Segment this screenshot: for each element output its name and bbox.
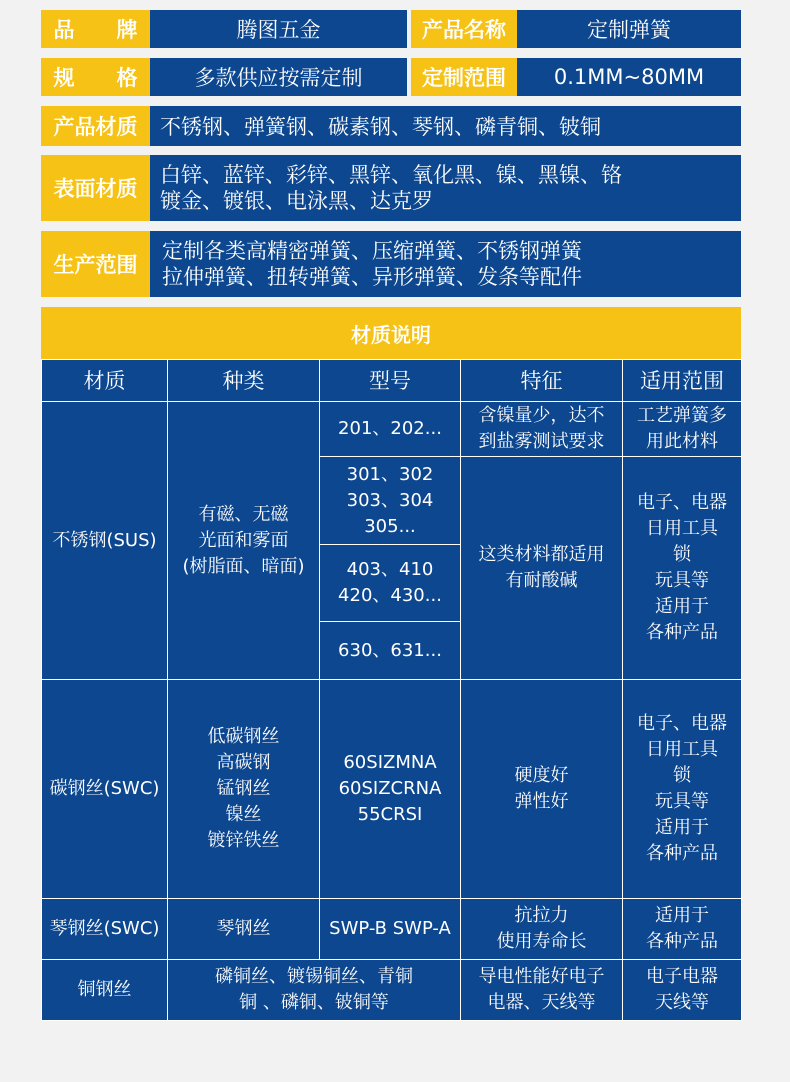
header-material: 材质 [42,360,168,402]
surface-value [150,155,741,221]
brand-label: 品 牌 [41,10,150,48]
production-line: 拉伸弹簧、扭转弹簧、异形弹簧、发条等配件 [162,265,582,289]
production-label: 生产范围 [41,231,150,297]
sus-feature-1: 含镍量少，达不 到盐雾测试要求 [461,402,623,457]
copper-scope: 电子电器 天线等 [623,960,742,1021]
sus-types: 有磁、无磁 光面和雾面 (树脂面、暗面) [168,402,320,680]
table-row [42,899,742,960]
sus-model-2: 301、302 303、304 305... [320,457,461,545]
header-scope: 适用范围 [623,360,742,402]
material-table-title: 材质说明 [41,307,741,359]
header-type: 种类 [168,360,320,402]
production-value [150,231,741,297]
sus-model-3: 403、410 420、430... [320,545,461,622]
table-header-row [42,360,742,402]
sus-scope-2: 电子、电器 日用工具 锁 玩具等 适用于 各种产品 [623,457,742,680]
piano-material: 琴钢丝(SWC) [42,899,168,960]
material-value: 不锈钢、弹簧钢、碳素钢、琴钢、磷青铜、铍铜 [150,106,741,146]
surface-line: 白锌、蓝锌、彩锌、黑锌、氧化黑、镍、黑镍、铬 [160,163,622,187]
swc-types: 低碳钢丝 高碳钢 锰钢丝 镍丝 镀锌铁丝 [168,680,320,899]
material-table [41,359,742,1021]
brand-row [41,10,741,48]
brand-value: 腾图五金 [150,10,407,48]
product-name-label: 产品名称 [411,10,517,48]
piano-scope: 适用于 各种产品 [623,899,742,960]
copper-material: 铜钢丝 [42,960,168,1021]
piano-types: 琴钢丝 [168,899,320,960]
copper-features: 导电性能好电子 电器、天线等 [461,960,623,1021]
piano-features: 抗拉力 使用寿命长 [461,899,623,960]
material-row [41,106,741,146]
header-feature: 特征 [461,360,623,402]
production-line: 定制各类高精密弹簧、压缩弹簧、不锈钢弹簧 [162,239,582,263]
spec-label: 规 格 [41,58,150,96]
surface-row [41,155,741,221]
spec-value: 多款供应按需定制 [150,58,407,96]
production-row [41,231,741,297]
custom-range-label: 定制范围 [411,58,517,96]
sus-feature-2: 这类材料都适用 有耐酸碱 [461,457,623,680]
copper-types: 磷铜丝、镀锡铜丝、青铜 铜 、磷铜、铍铜等 [168,960,461,1021]
swc-features: 硬度好 弹性好 [461,680,623,899]
table-row [42,960,742,1021]
sus-scope-1: 工艺弹簧多 用此材料 [623,402,742,457]
swc-material: 碳钢丝(SWC) [42,680,168,899]
header-model: 型号 [320,360,461,402]
material-label: 产品材质 [41,106,150,146]
piano-models: SWP-B SWP-A [320,899,461,960]
surface-line: 镀金、镀银、电泳黑、达克罗 [160,189,433,213]
product-name-value: 定制弹簧 [517,10,741,48]
sus-model-1: 201、202... [320,402,461,457]
table-row [42,402,742,457]
custom-range-value: 0.1MM~80MM [517,58,741,96]
swc-scope: 电子、电器 日用工具 锁 玩具等 适用于 各种产品 [623,680,742,899]
spec-row [41,58,741,96]
sus-model-4: 630、631... [320,622,461,680]
swc-models: 60SIZMNA 60SIZCRNA 55CRSI [320,680,461,899]
table-row [42,680,742,899]
sus-material: 不锈钢(SUS) [42,402,168,680]
surface-label: 表面材质 [41,155,150,221]
